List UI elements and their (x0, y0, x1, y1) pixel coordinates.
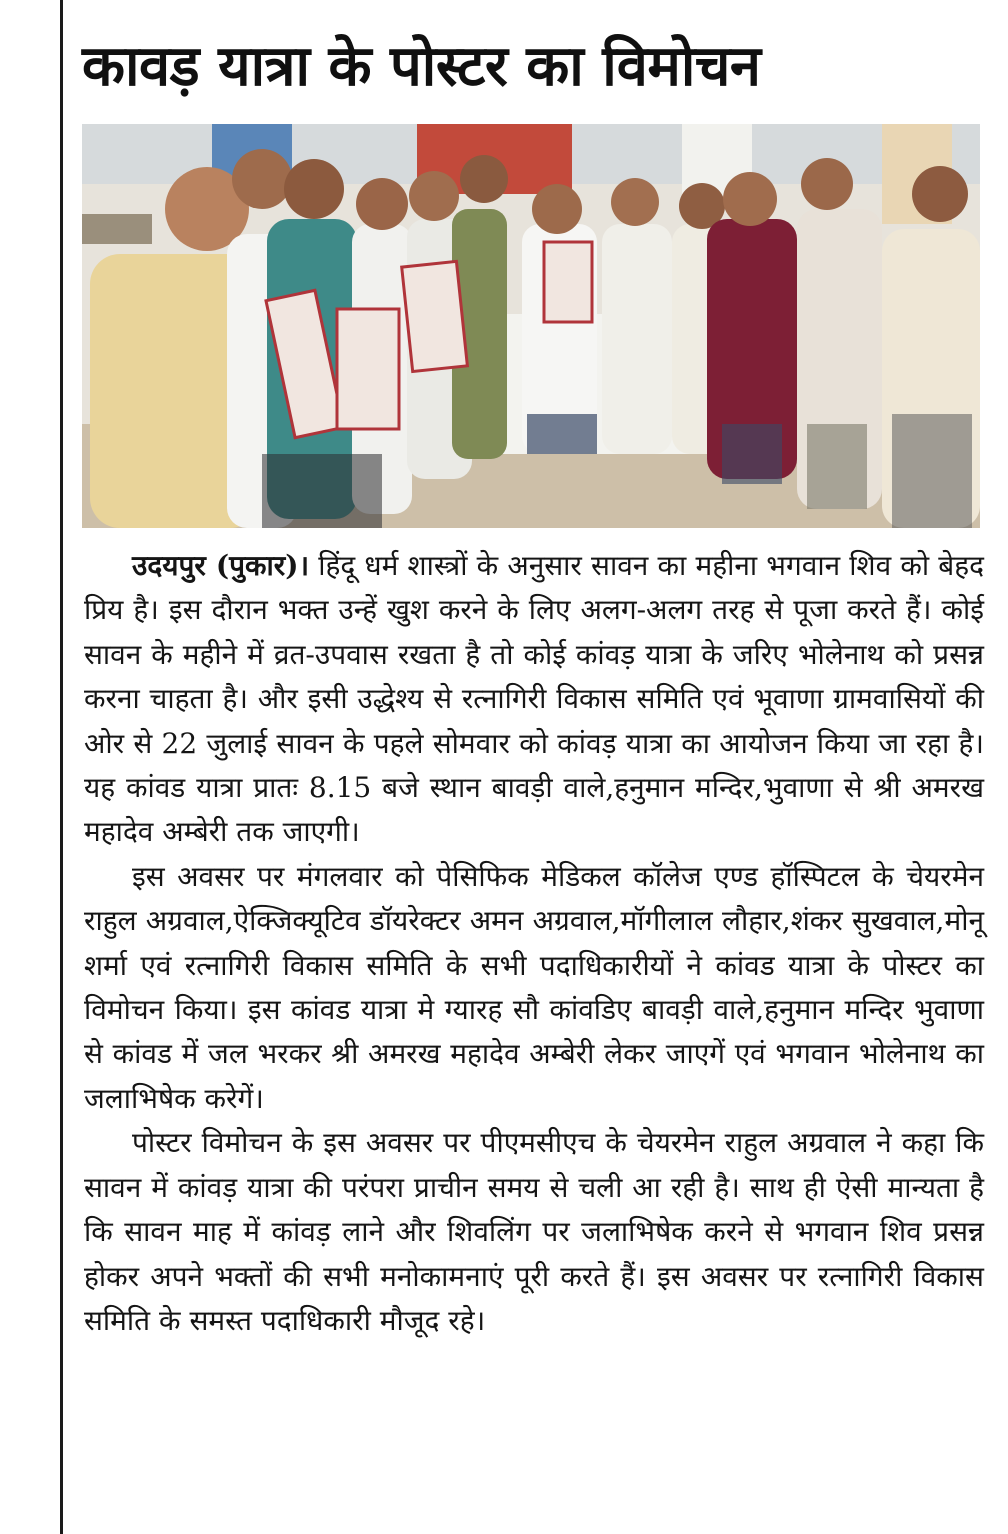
article-paragraph-2: इस अवसर पर मंगलवार को पेसिफिक मेडिकल कॉलेज एण्ड हॉस्पिटल के चेयरमेन राहुल अग्रवाल,ऐक्जिक्यूटिव डॉयरेक्टर अमन अग्रवाल,मॉगीलाल लौहार,शंकर सुखवाल,मोनू शर्मा एवं रत्नागिरी विकास समिति के सभी पदाधिकारीयों ने कांवड यात्रा के पोस्टर का विमोचन किया। इस कांवड यात्रा मे ग्यारह सौ कांवडिए बावड़ी वाले,हनुमान मन्दिर भुवाणा से कांवड में जल भरकर श्री अमरख महादेव अम्बेरी लेकर जाएगें एवं भगवान भोलेनाथ का जलाभिषेक करेगें। (84, 859, 984, 1115)
group-photo-icon (82, 124, 980, 528)
article-paragraph-1 (84, 544, 984, 855)
news-photo (82, 124, 980, 528)
dateline: उदयपुर (पुकार)। (132, 549, 310, 582)
article-body (84, 544, 984, 1343)
column-rule (60, 0, 63, 1534)
headline: कावड़ यात्रा के पोस्टर का विमोचन (82, 34, 761, 99)
article-paragraph-3: पोस्टर विमोचन के इस अवसर पर पीएमसीएच के चेयरमेन राहुल अग्रवाल ने कहा कि सावन में कांवड़ यात्रा की परंपरा प्राचीन समय से चली आ रही है। साथ ही ऐसी मान्यता है कि सावन माह में कांवड़ लाने और शिवलिंग पर जलाभिषेक करने से भगवान शिव प्रसन्न होकर अपने भक्तों की सभी मनोकामनाएं पूरी करते हैं। इस अवसर पर रत्नागिरी विकास समिति के समस्त पदाधिकारी मौजूद रहे। (84, 1126, 984, 1337)
paragraph-1-text: हिंदू धर्म शास्त्रों के अनुसार सावन का महीना भगवान शिव को बेहद प्रिय है। इस दौरान भक्त उन्हें खुश करने के लिए अलग-अलग तरह से पूजा करते हैं। कोई सावन के महीने में व्रत-उपवास रखता है तो कोई कांवड़ यात्रा के जरिए भोलेनाथ को प्रसन्न करना चाहता है। और इसी उद्धेश्य से रत्नागिरी विकास समिति एवं भूवाणा ग्रामवासियों की ओर से 22 जुलाई सावन के पहले सोमवार को कांवड़ यात्रा का आयोजन किया जा रहा है। यह कांवड यात्रा प्रातः 8.15 बजे स्थान बावड़ी वाले,हनुमान मन्दिर,भुवाणा से श्री अमरख महादेव अम्बेरी तक जाएगी। (84, 549, 984, 849)
